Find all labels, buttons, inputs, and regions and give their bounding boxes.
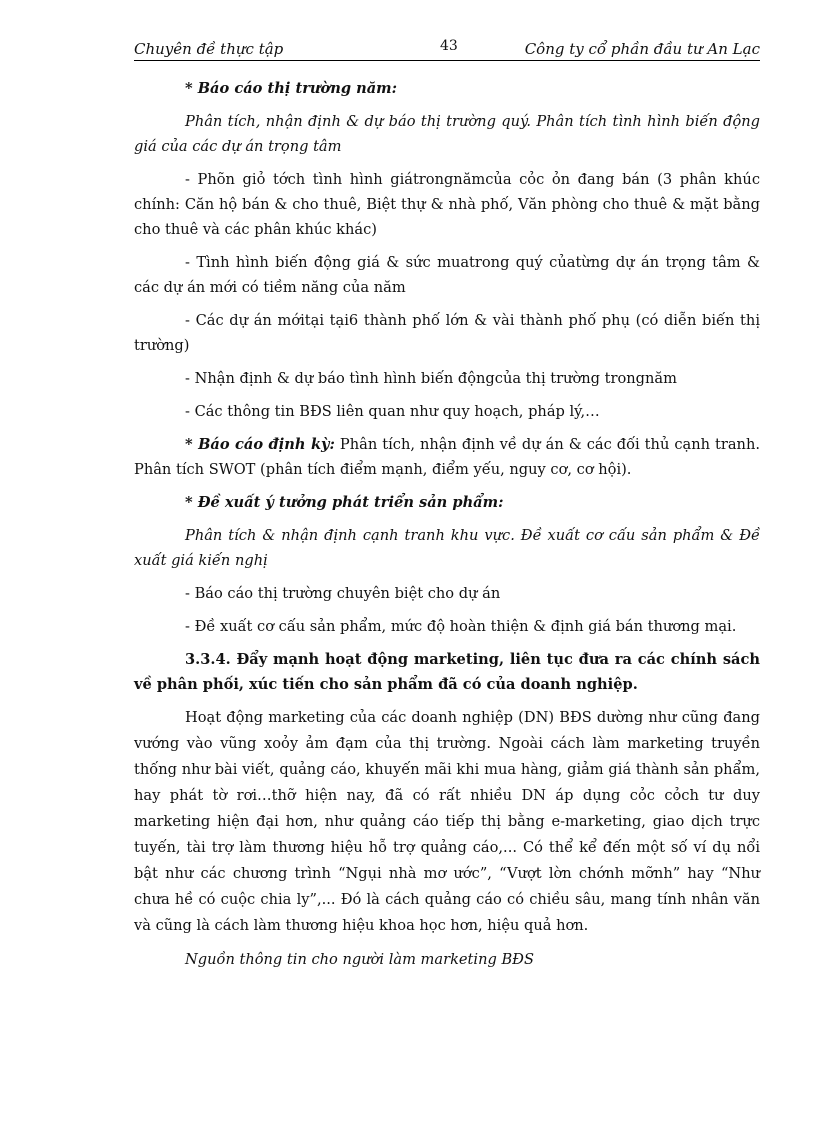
- idea-item-2: - Đề xuất cơ cấu sản phẩm, mức độ hoàn thiện & định giá bán thương mại.: [185, 618, 737, 635]
- section-3-3-4-heading: 3.3.4. Đẩy mạnh hoạt động marketing, liên tục đưa ra các chính sách về phân phối, xúc tiến cho sản phẩm đã có của doanh nghiệp.: [134, 651, 760, 693]
- periodic-report: [134, 432, 760, 482]
- header-doc-title: Chuyên đề thực tập: [134, 40, 284, 58]
- source-line: Nguồn thông tin cho người làm marketing BĐS: [185, 951, 534, 968]
- marketing-paragraph: Hoạt động marketing của các doanh nghiệp (DN) BĐS dường như cũng đang vướng vào vũng xoỏy ảm đạm của thị trường. Ngoài cách làm marketing truyền thống như bài viết, quảng cáo, khuyến mãi khi mua hàng, giảm giá thành sản phẩm, hay phát tờ rơi…thỡ hiện nay, đã có rất nhiều DN áp dụng cỏc cỏch tư duy marketing hiện đại hơn, như quảng cáo tiếp thị bằng e-marketing, giao dịch trực tuyến, tài trợ làm thương hiệu hỗ trợ quảng cáo,... Có thể kể đến một số ví dụ nổi bật như các chương trình “Ngụi nhà mơ ước”, “Vượt lờn chớnh mỡnh” hay “Như chưa hề có cuộc chia ly”,... Đó là cách quảng cáo có chiều sâu, mang tính nhân văn và cũng là cách làm thương hiệu khoa học hơn, hiệu quả hơn.: [134, 709, 760, 934]
- idea-heading: * Đề xuất ý tưởng phát triển sản phẩm:: [185, 494, 504, 511]
- annual-report-heading: * Báo cáo thị trường năm:: [185, 80, 398, 97]
- periodic-report-text: Phân tích, nhận định về dự án & các đối thủ cạnh tranh. Phân tích SWOT (phân tích điểm mạnh, điểm yếu, nguy cơ, cơ hội).: [134, 436, 760, 478]
- header-company: Công ty cổ phần đầu tư An Lạc: [524, 40, 760, 58]
- annual-item-5: - Các thông tin BĐS liên quan như quy hoạch, pháp lý,…: [185, 403, 600, 420]
- page-body: [134, 76, 760, 980]
- periodic-report-label: * Báo cáo định kỳ:: [185, 436, 335, 453]
- annual-item-4: - Nhận định & dự báo tình hình biến độngcủa thị trường trongnăm: [185, 370, 677, 387]
- idea-intro: Phân tích & nhận định cạnh tranh khu vực. Đề xuất cơ cấu sản phẩm & Đề xuất giá kiến nghị: [134, 527, 760, 569]
- page-header: [134, 38, 760, 61]
- annual-item-1: - Phõn giỏ tớch tình hình giátrongnămcủa cỏc ỏn đang bán (3 phân khúc chính: Căn hộ bán & cho thuê, Biệt thự & nhà phố, Văn phòng cho thuê & mặt bằng cho thuê và các phân khúc khác): [134, 171, 760, 238]
- annual-item-3: - Các dự án mớitại tại6 thành phố lớn & vài thành phố phụ (có diễn biến thị trường): [134, 312, 760, 354]
- idea-item-1: - Báo cáo thị trường chuyên biệt cho dự án: [185, 585, 501, 602]
- annual-item-2: - Tình hình biến động giá & sức muatrong quý củatừng dự án trọng tâm & các dự án mới có tiềm năng của năm: [134, 254, 760, 296]
- annual-report-intro: Phân tích, nhận định & dự báo thị trường quý. Phân tích tình hình biến động giá của các dự án trọng tâm: [134, 113, 760, 155]
- page-number: 43: [440, 38, 458, 54]
